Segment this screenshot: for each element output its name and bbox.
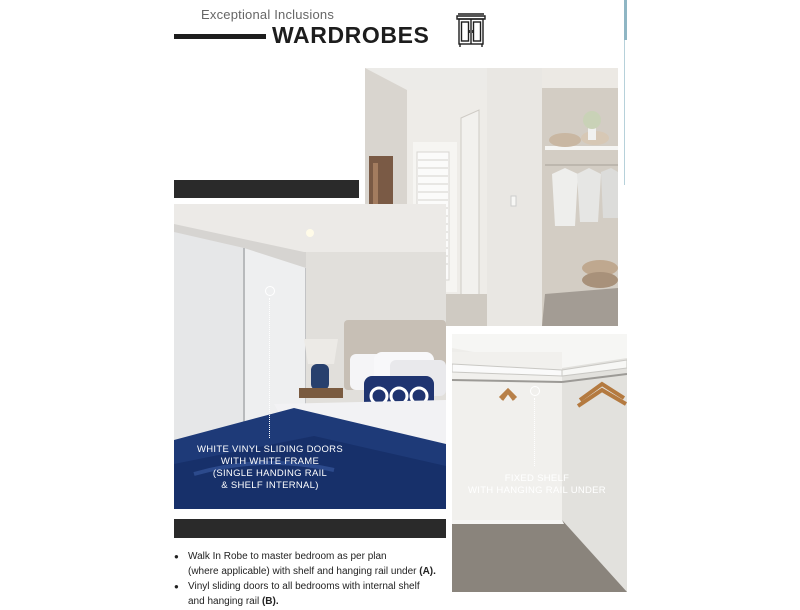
caption-sliding-doors	[195, 444, 345, 492]
inclusions-list	[174, 550, 464, 610]
list-item-text: (where applicable) with shelf and hanging rail under	[188, 565, 420, 577]
caption-line: WHITE VINYL SLIDING DOORS	[197, 444, 343, 455]
header-rule	[174, 34, 266, 39]
caption-line: & SHELF INTERNAL)	[221, 480, 319, 491]
caption-line: FIXED SHELF	[504, 473, 570, 484]
caption-fixed-shelf	[462, 473, 612, 497]
header-subtitle: Exceptional Inclusions	[201, 7, 335, 22]
list-item-text: and hanging rail	[188, 595, 262, 607]
marker-line	[269, 298, 270, 438]
page-title: WARDROBES	[272, 22, 430, 48]
caption-line: (SINGLE HANDING RAIL	[212, 468, 328, 479]
walk-in-robe-shelf-photo	[452, 334, 627, 592]
list-item-tag: (B).	[261, 595, 279, 607]
section-bar	[174, 519, 446, 538]
wardrobe-icon	[455, 12, 487, 48]
marker-ring	[265, 286, 275, 296]
list-item-text: Walk In Robe to master bedroom as per plan	[188, 551, 387, 562]
caption-line: WITH HANGING RAIL UNDER	[468, 485, 606, 496]
list-item	[174, 580, 464, 609]
section-bar	[174, 180, 359, 198]
marker-line	[534, 398, 535, 466]
list-item	[174, 550, 464, 579]
accent-line	[624, 40, 625, 185]
caption-line: WITH WHITE FRAME	[220, 456, 320, 467]
accent-line	[624, 0, 627, 40]
list-item-text: Vinyl sliding doors to all bedrooms with internal shelf	[188, 581, 420, 592]
list-item-tag: (A).	[419, 565, 436, 577]
marker-ring	[530, 386, 540, 396]
